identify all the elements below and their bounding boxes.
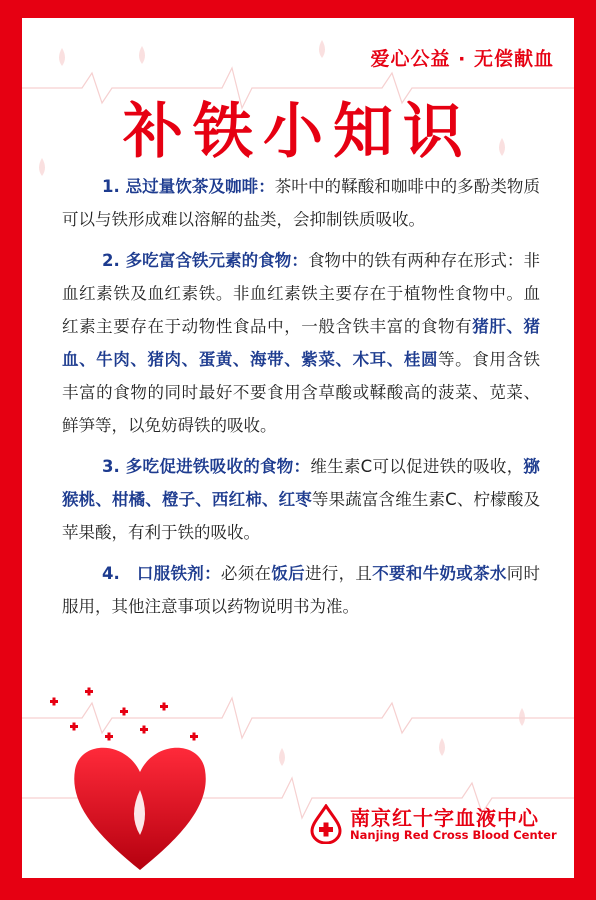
tip-4-text: 必须在 (220, 564, 272, 583)
tip-2-heading: 2. 多吃富含铁元素的食物： (102, 251, 308, 270)
slogan: 爱心公益 · 无偿献血 (370, 48, 554, 70)
tip-2 (62, 244, 540, 442)
tip-1-text: 茶叶中的鞣酸和咖啡中的多酚类物质可以与铁形成难以溶解的盐类，会抑制铁质吸收。 (62, 177, 540, 229)
red-cross-blood-center-logo (308, 800, 558, 850)
tip-4 (62, 557, 540, 623)
tip-4-text-end: 同时服用，其他注意事项以药物说明书为准。 (62, 564, 541, 616)
vitamin-c-fruits: 猕猴桃、柑橘、橙子、西红柿、红枣 (62, 457, 540, 509)
no-milk-tea-highlight: 不要和牛奶或茶水 (372, 564, 507, 583)
iron-rich-foods: 猪肝、猪血、牛肉、猪肉、蛋黄、海带、紫菜、木耳、桂圆 (62, 317, 541, 369)
after-meal-highlight: 饭后 (271, 564, 305, 583)
blood-drop-cross-icon (308, 804, 344, 844)
tip-4-text-mid: 进行，且 (304, 564, 373, 583)
heart-illustration (30, 680, 250, 880)
tip-1-heading: 1. 忌过量饮茶及咖啡： (102, 177, 275, 196)
tip-3-heading: 3. 多吃促进铁吸收的食物： (102, 457, 311, 476)
knowledge-list (62, 170, 540, 631)
logo-chinese-name: 南京红十字血液中心 (350, 806, 539, 830)
tip-3-text-cont: 等果蔬富含维生素C、柠檬酸及苹果酸，有利于铁的吸收。 (62, 490, 541, 542)
tip-3-text: 维生素C可以促进铁的吸收， (310, 457, 524, 476)
page-title: 补铁小知识 (123, 97, 473, 167)
tip-2-text: 食物中的铁有两种存在形式：非血红素铁及血红素铁。非血红素铁主要存在于植物性食物中。血红素主要存在于动物性食品中，一般含铁丰富的食物有 (62, 251, 540, 336)
tip-4-heading: 4. 口服铁剂： (102, 564, 221, 583)
tip-3 (62, 450, 540, 549)
tip-2-text-cont: 等。食用含铁丰富的食物的同时最好不要食用含草酸或鞣酸高的菠菜、苋菜、鲜笋等，以免妨碍铁的吸收。 (62, 350, 541, 435)
tip-1 (62, 170, 540, 236)
logo-english-name: Nanjing Red Cross Blood Center (350, 828, 557, 842)
